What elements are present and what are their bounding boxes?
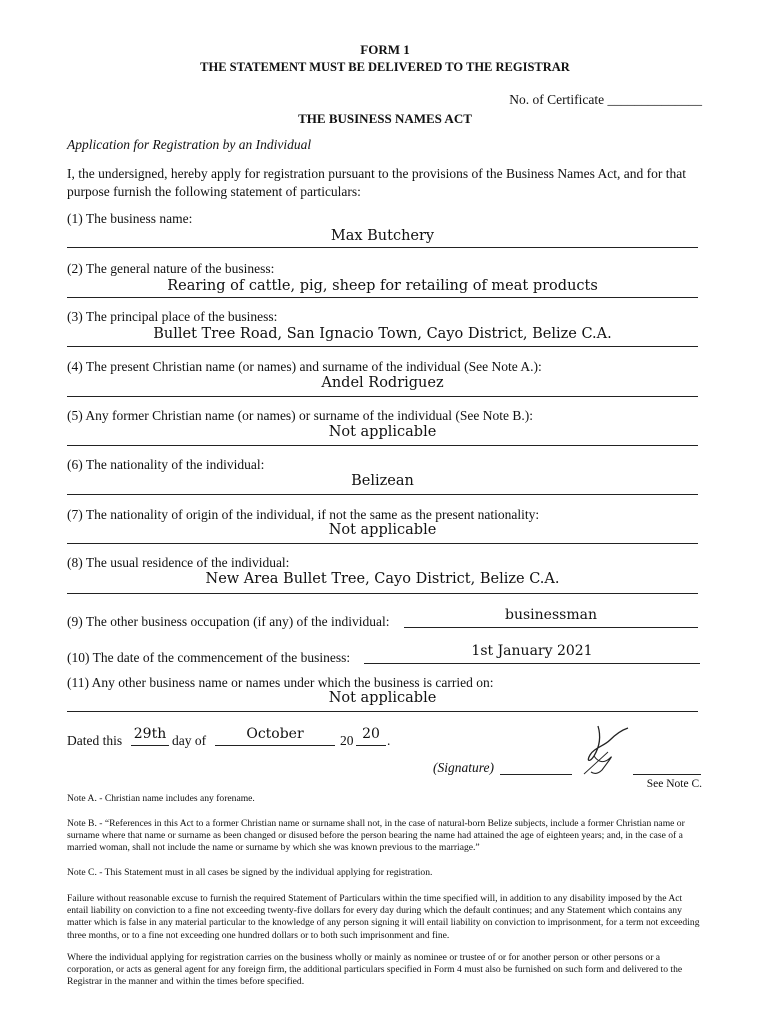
field-line: [67, 494, 698, 495]
field-label-former-name: (5) Any former Christian name (or names) or surname of the individual (See Note B.):: [67, 408, 534, 423]
day-of-label: day of: [172, 733, 207, 748]
nominee-notice: Where the individual applying for registration carries on the business wholly or mainly as nominee or trustee of or for another person or other persons or a corporation, or acts as general agent for any foreign firm, the additional particulars specified in Form 4 must also be furnished on such form and delivered to the Registrar in the manner and within the times before specified.: [67, 952, 683, 988]
field-label-business-name: (1) The business name:: [67, 211, 193, 226]
see-note-c: See Note C.: [646, 778, 702, 790]
form-number: FORM 1: [360, 42, 410, 57]
field-value-former-name[interactable]: Not applicable: [328, 424, 437, 440]
note-b: Note B. - “References in this Act to a former Christian name or surname shall not, in the case of natural-born Belize subjects, include a former Christian name or surname where that name or surname as been changed or disused before the person bearing the name had attained the age of eighteen years; and, in the case of a married woman, shall not include the name or surname by which she was known previous to the marriage.”: [67, 818, 685, 854]
field-label-commencement-date: (10) The date of the commencement of the business:: [67, 650, 351, 665]
field-line: [67, 346, 698, 347]
field-label-business-nature: (2) The general nature of the business:: [67, 261, 275, 276]
signature-line-right: [633, 774, 701, 775]
field-line: [67, 297, 698, 298]
dated-day-value[interactable]: 29th: [133, 726, 167, 742]
field-value-principal-place[interactable]: Bullet Tree Road, San Ignacio Town, Cayo District, Belize C.A.: [153, 326, 612, 342]
dated-prefix: Dated this: [67, 733, 123, 748]
field-value-nationality[interactable]: Belizean: [351, 473, 414, 489]
dated-year-value[interactable]: 20: [362, 726, 380, 742]
note-a: Note A. - Christian name includes any forename.: [67, 793, 255, 804]
field-line: [67, 711, 698, 712]
field-line: [364, 663, 700, 664]
act-title: THE BUSINESS NAMES ACT: [298, 111, 472, 126]
note-c: Note C. - This Statement must in all cases be signed by the individual applying for registration.: [67, 867, 433, 878]
form-subtitle: Application for Registration by an Individual: [67, 137, 312, 152]
field-value-nationality-origin[interactable]: Not applicable: [328, 522, 437, 538]
field-label-present-name: (4) The present Christian name (or names) and surname of the individual (See Note A.):: [67, 359, 542, 374]
field-line: [67, 247, 698, 248]
field-line: [356, 745, 386, 746]
field-value-residence[interactable]: New Area Bullet Tree, Cayo District, Belize C.A.: [205, 571, 560, 587]
field-label-other-business-names: (11) Any other business name or names under which the business is carried on:: [67, 675, 494, 690]
field-label-principal-place: (3) The principal place of the business:: [67, 309, 278, 324]
signature-label: (Signature): [433, 760, 494, 775]
field-value-business-nature[interactable]: Rearing of cattle, pig, sheep for retailing of meat products: [167, 278, 598, 294]
field-line: [67, 396, 698, 397]
field-value-other-occupation[interactable]: businessman: [505, 607, 597, 623]
signature-image: [578, 722, 634, 778]
certificate-number-field[interactable]: No. of Certificate ______________: [509, 92, 702, 107]
failure-penalty-notice: Failure without reasonable excuse to furnish the required Statement of Particulars within the time specified will, in addition to any disability imposed by the Act entail liability on conviction to a fine not exceeding twenty-five dollars for every day during which the default continues; and any Statement which contains any matter which is false in any material particular to the knowledge of any person signing it will entail liability on conviction to imprisonment, for a term not exceeding three months, or to a fine not exceeding one hundred dollars or to both such imprisonment and fine.: [67, 893, 700, 941]
field-label-other-occupation: (9) The other business occupation (if any) of the individual:: [67, 614, 390, 629]
dated-month-value[interactable]: October: [246, 726, 304, 742]
field-value-other-business-names[interactable]: Not applicable: [328, 690, 437, 706]
field-value-present-name[interactable]: Andel Rodriguez: [321, 375, 444, 391]
field-line: [215, 745, 335, 746]
field-line: [404, 627, 698, 628]
year-prefix: 20: [340, 733, 354, 748]
field-line: [67, 445, 698, 446]
field-line: [131, 745, 169, 746]
signature-line[interactable]: [500, 774, 572, 775]
field-label-nationality: (6) The nationality of the individual:: [67, 457, 265, 472]
dated-end: .: [387, 733, 391, 748]
field-label-residence: (8) The usual residence of the individual:: [67, 555, 290, 570]
intro-paragraph: I, the undersigned, hereby apply for registration pursuant to the provisions of the Business Names Act, and for that purpose furnish the following statement of particulars:: [67, 166, 686, 199]
field-line: [67, 543, 698, 544]
field-value-commencement-date[interactable]: 1st January 2021: [471, 643, 593, 659]
delivery-instruction: THE STATEMENT MUST BE DELIVERED TO THE REGISTRAR: [200, 60, 570, 74]
field-value-business-name[interactable]: Max Butchery: [330, 228, 435, 244]
field-line: [67, 593, 698, 594]
field-label-nationality-origin: (7) The nationality of origin of the individual, if not the same as the present nationality:: [67, 507, 540, 522]
